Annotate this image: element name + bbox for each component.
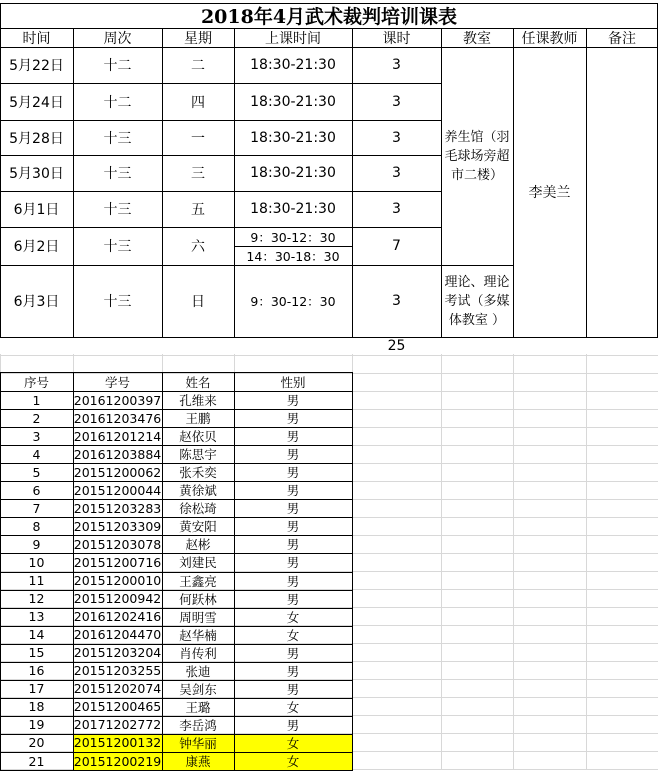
schedule-header-cell: 任课教师	[521, 30, 578, 47]
schedule-header-cell: 备注	[608, 30, 636, 47]
roster-number-cell: 12	[28, 591, 45, 607]
roster-number-cell: 7	[32, 500, 41, 516]
schedule-date-cell: 6月1日	[13, 202, 60, 218]
schedule-week-cell: 十三	[103, 239, 132, 255]
schedule-time-cell: 18:30-21:30	[250, 93, 336, 110]
gridline	[586, 354, 587, 769]
roster-gender-cell: 女	[286, 754, 300, 770]
roster-student-id-cell: 20151200062	[73, 464, 162, 480]
schedule-week-cell: 十二	[103, 94, 132, 111]
roster-gender-cell: 男	[286, 537, 300, 553]
schedule-header-cell: 课时	[382, 30, 411, 47]
roster-name-cell: 张迪	[185, 663, 211, 679]
roster-gender-cell: 男	[286, 717, 300, 733]
schedule-hours-cell: 3	[392, 93, 401, 110]
roster-number-cell: 18	[28, 699, 45, 715]
schedule-hours-cell: 3	[392, 165, 401, 181]
roster-name-cell: 赵华楠	[179, 627, 217, 643]
roster-name-cell: 康燕	[185, 754, 211, 770]
roster-gender-cell: 女	[286, 735, 300, 751]
roster-student-id-cell: 20151203204	[73, 645, 162, 661]
roster-name-cell: 徐松琦	[179, 501, 217, 517]
schedule-hours-cell: 7	[392, 238, 401, 254]
roster-number-cell: 21	[28, 753, 45, 769]
schedule-time-cell: 18:30-21:30	[250, 57, 336, 73]
schedule-week-cell: 十二	[103, 58, 132, 74]
schedule-time-cell: 9：30-12：30	[250, 229, 336, 245]
roster-name-cell: 何跃林	[179, 591, 217, 607]
roster-name-cell: 赵依贝	[179, 429, 217, 445]
roster-header-cell: 学号	[104, 374, 130, 390]
roster-gender-cell: 男	[286, 411, 300, 427]
classroom-gym-cell: 养生馆（羽毛球场旁超市二楼）	[444, 129, 510, 183]
roster-student-id-cell: 20151203078	[73, 536, 162, 552]
roster-student-id-cell: 20151203255	[73, 663, 162, 679]
roster-name-cell: 王鹏	[185, 411, 211, 427]
roster-number-cell: 4	[32, 446, 41, 462]
roster-student-id-cell: 20151203283	[73, 500, 162, 516]
schedule-header-cell: 周次	[103, 30, 132, 47]
schedule-weekday-cell: 四	[191, 94, 205, 111]
gridline	[513, 354, 514, 769]
roster-gender-cell: 女	[286, 699, 300, 715]
teacher-cell: 李美兰	[528, 185, 571, 201]
roster-gender-cell: 男	[286, 483, 300, 499]
schedule-weekday-cell: 二	[191, 58, 205, 74]
schedule-weekday-cell: 日	[191, 294, 205, 310]
schedule-header-cell: 时间	[22, 30, 51, 47]
classroom-theory-cell: 理论、理论考试（多媒体教室 ）	[444, 274, 510, 328]
roster-number-cell: 17	[28, 681, 45, 697]
schedule-hours-cell: 3	[392, 293, 401, 309]
gridline	[441, 354, 442, 769]
roster-student-id-cell: 20161201214	[73, 428, 162, 444]
schedule-hours-cell: 3	[392, 201, 401, 217]
roster-student-id-cell: 20151203309	[73, 518, 162, 534]
roster-gender-cell: 男	[286, 591, 300, 607]
gridline	[0, 355, 658, 356]
roster-name-cell: 周明雪	[179, 609, 217, 625]
roster-name-cell: 黄徐斌	[179, 483, 217, 499]
roster-gender-cell: 男	[286, 573, 300, 589]
roster-name-cell: 王鑫亮	[179, 573, 217, 589]
remarks-cell	[586, 47, 658, 337]
schedule-date-cell: 5月24日	[9, 94, 64, 111]
roster-gender-cell: 男	[286, 447, 300, 463]
roster-name-cell: 钟华丽	[179, 735, 217, 751]
roster-gender-cell: 男	[286, 465, 300, 481]
roster-student-id-cell: 20161203476	[73, 410, 162, 426]
roster-name-cell: 黄安阳	[179, 519, 217, 535]
roster-number-cell: 1	[32, 392, 41, 408]
schedule-hours-cell: 3	[392, 129, 401, 146]
roster-name-cell: 吴剑东	[179, 681, 217, 697]
roster-gender-cell: 男	[286, 663, 300, 679]
roster-student-id-cell: 20161203884	[73, 446, 162, 462]
roster-name-cell: 王璐	[185, 699, 211, 715]
roster-number-cell: 19	[28, 717, 45, 733]
roster-student-id-cell: 20151200716	[73, 554, 162, 570]
roster-gender-cell: 男	[286, 555, 300, 571]
schedule-weekday-cell: 三	[191, 166, 205, 182]
roster-number-cell: 16	[28, 663, 45, 679]
schedule-header-cell: 教室	[463, 30, 491, 47]
roster-number-cell: 8	[32, 518, 41, 534]
schedule-weekday-cell: 六	[191, 239, 205, 255]
roster-student-id-cell: 20151200465	[73, 699, 162, 715]
roster-number-cell: 15	[28, 645, 45, 661]
schedule-time-cell: 18:30-21:30	[250, 129, 336, 146]
roster-student-id-cell: 20151202074	[73, 681, 162, 697]
roster-number-cell: 13	[28, 609, 45, 625]
roster-student-id-cell: 20151200010	[73, 573, 162, 589]
roster-number-cell: 14	[28, 627, 45, 643]
schedule-time-cell: 18:30-21:30	[250, 201, 336, 217]
roster-number-cell: 20	[28, 735, 45, 751]
roster-gender-cell: 男	[286, 519, 300, 535]
schedule-week-cell: 十三	[103, 294, 132, 310]
roster-number-cell: 2	[32, 410, 41, 426]
schedule-week-cell: 十三	[103, 166, 132, 182]
roster-number-cell: 5	[32, 464, 41, 480]
roster-number-cell: 6	[32, 482, 41, 498]
roster-student-id-cell: 20151200132	[73, 735, 162, 751]
roster-header-cell: 性别	[280, 374, 306, 390]
schedule-time-cell: 18:30-21:30	[250, 165, 336, 181]
schedule-date-cell: 6月2日	[13, 239, 60, 255]
total-hours-cell: 25	[387, 338, 406, 354]
roster-name-cell: 张禾奕	[179, 465, 217, 481]
schedule-week-cell: 十三	[103, 130, 132, 147]
roster-gender-cell: 男	[286, 681, 300, 697]
schedule-week-cell: 十三	[103, 202, 132, 218]
schedule-date-cell: 6月3日	[13, 294, 60, 310]
roster-gender-cell: 女	[286, 627, 300, 643]
schedule-hours-cell: 3	[392, 57, 401, 73]
roster-gender-cell: 男	[286, 429, 300, 445]
schedule-date-cell: 5月30日	[9, 166, 64, 182]
roster-name-cell: 孔维来	[179, 393, 217, 409]
roster-student-id-cell: 20161202416	[73, 609, 162, 625]
roster-number-cell: 11	[28, 573, 45, 589]
roster-name-cell: 刘建民	[179, 555, 217, 571]
schedule-date-cell: 5月28日	[9, 130, 64, 147]
roster-number-cell: 10	[28, 554, 45, 570]
roster-student-id-cell: 20151200942	[73, 591, 162, 607]
roster-number-cell: 9	[32, 536, 41, 552]
roster-student-id-cell: 20151200044	[73, 482, 162, 498]
schedule-weekday-cell: 五	[191, 202, 205, 218]
schedule-time-cell: 14：30-18：30	[246, 248, 340, 264]
roster-student-id-cell: 20151200219	[73, 753, 162, 769]
schedule-header-cell: 星期	[184, 30, 212, 47]
roster-student-id-cell: 20161204470	[73, 627, 162, 643]
roster-name-cell: 陈思宇	[179, 447, 217, 463]
roster-gender-cell: 女	[286, 609, 300, 625]
roster-gender-cell: 男	[286, 645, 300, 661]
schedule-title: 2018年4月武术裁判培训课表	[200, 5, 458, 28]
schedule-weekday-cell: 一	[191, 130, 205, 147]
roster-name-cell: 赵彬	[185, 537, 211, 553]
roster-name-cell: 李岳鸿	[179, 717, 217, 733]
schedule-header-cell: 上课时间	[265, 30, 321, 47]
schedule-time-cell: 9：30-12：30	[250, 294, 336, 309]
roster-gender-cell: 男	[286, 393, 300, 409]
roster-number-cell: 3	[32, 428, 41, 444]
roster-student-id-cell: 20171202772	[73, 717, 162, 733]
roster-gender-cell: 男	[286, 501, 300, 517]
schedule-date-cell: 5月22日	[9, 58, 64, 74]
roster-header-cell: 序号	[23, 374, 49, 390]
roster-header-cell: 姓名	[185, 374, 211, 390]
roster-name-cell: 肖传利	[179, 645, 217, 661]
border-line	[441, 337, 658, 338]
roster-student-id-cell: 20161200397	[73, 392, 162, 408]
